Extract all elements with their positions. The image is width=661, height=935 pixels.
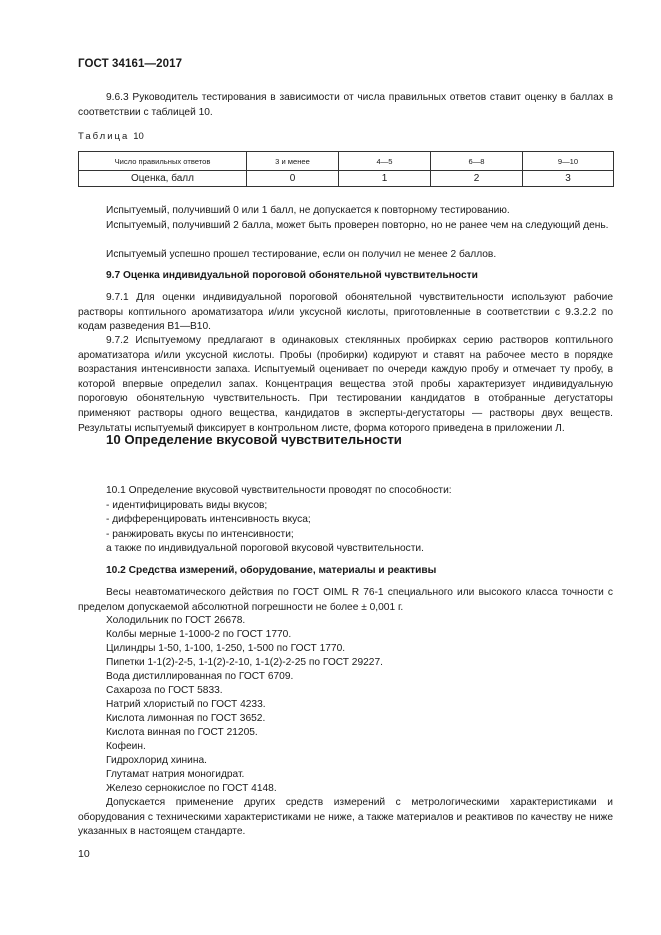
table-header-cell: 6—8	[431, 152, 523, 171]
list-item: Гидрохлорид хинина.	[106, 755, 207, 766]
paragraph: Испытуемый успешно прошел тестирование, если он получил не менее 2 баллов.	[106, 249, 497, 260]
table-cell: 2	[431, 171, 523, 187]
list-item: Кислота лимонная по ГОСТ 3652.	[106, 713, 266, 724]
table-cell: 0	[247, 171, 339, 187]
section-heading-10-2: 10.2 Средства измерений, оборудование, материалы и реактивы	[106, 565, 437, 576]
list-item: Железо сернокислое по ГОСТ 4148.	[106, 783, 277, 794]
table-header-cell: 3 и менее	[247, 152, 339, 171]
list-item: - идентифицировать виды вкусов;	[106, 500, 268, 511]
paragraph: Испытуемый, получивший 2 балла, может быть проверен повторно, но не ранее чем на следующий день.	[106, 220, 609, 231]
list-item: а также по индивидуальной пороговой вкусовой чувствительности.	[106, 543, 424, 554]
paragraph-10-1: 10.1 Определение вкусовой чувствительности проводят по способности:	[106, 485, 452, 496]
list-item: Кофеин.	[106, 741, 146, 752]
table-header-cell: 4—5	[339, 152, 431, 171]
table-header-row	[79, 152, 614, 171]
list-item: Цилиндры 1-50, 1-100, 1-250, 1-500 по ГОСТ 1770.	[106, 643, 346, 654]
list-item: Холодильник по ГОСТ 26678.	[106, 615, 246, 626]
list-item: - дифференцировать интенсивность вкуса;	[106, 514, 311, 525]
list-item: Колбы мерные 1-1000-2 по ГОСТ 1770.	[106, 629, 292, 640]
table-header-cell: 9—10	[523, 152, 614, 171]
table-caption: Таблица 10	[78, 131, 144, 142]
table-10	[78, 151, 614, 187]
table-cell: 3	[523, 171, 614, 187]
paragraph: Испытуемый, получивший 0 или 1 балл, не допускается к повторному тестированию.	[106, 205, 510, 216]
list-item: - ранжировать вкусы по интенсивности;	[106, 529, 294, 540]
table-cell: 1	[339, 171, 431, 187]
list-item: Кислота винная по ГОСТ 21205.	[106, 727, 258, 738]
list-item: Пипетки 1-1(2)-2-5, 1-1(2)-2-10, 1-1(2)-2-25 по ГОСТ 29227.	[106, 657, 383, 668]
table-row	[79, 171, 614, 187]
list-item: Сахароза по ГОСТ 5833.	[106, 685, 223, 696]
section-heading-10: 10 Определение вкусовой чувствительности	[106, 432, 402, 447]
list-item: Глутамат натрия моногидрат.	[106, 769, 245, 780]
paragraph-final: Допускается применение других средств измерений с метрологическими характеристиками и оборудования с техническими характеристиками не ниже, а также материалов и реактивов по качеству не ниже указанных в настоящем стандарте.	[78, 797, 613, 838]
section-heading-9-7: 9.7 Оценка индивидуальной пороговой обонятельной чувствительности	[106, 270, 478, 281]
table-header-cell: Число правильных ответов	[79, 152, 247, 171]
paragraph-9-7-2: 9.7.2 Испытуемому предлагают в одинаковых стеклянных пробирках серию растворов коптильного ароматизатора и/или уксусной кислоты. Пробы (пробирки) кодируют и ставят на рабочее место в порядке возрастания интенсивности запаха. Испытуемый оценивает по очереди каждую пробу и отмечает ту пробу, в которой впервые определил запах. Концентрация вещества этой пробы характеризует индивидуальную пороговую обонятельную чувствительность. При тестировании кандидатов в отобранные дегустаторы применяют растворы одного вещества, кандидатов в эксперты-дегустаторы — растворы двух веществ. Результаты испытуемый фиксирует в контрольном листе, форма которого приведена в приложении Л.	[78, 335, 613, 434]
paragraph-9-6-3: 9.6.3 Руководитель тестирования в зависимости от числа правильных ответов ставит оценку в баллах в соответствии с таблицей 10.	[78, 92, 613, 118]
document-header: ГОСТ 34161—2017	[78, 58, 183, 70]
list-item: Натрий хлористый по ГОСТ 4233.	[106, 699, 266, 710]
paragraph-9-7-1: 9.7.1 Для оценки индивидуальной пороговой обонятельной чувствительности используют рабочие растворы коптильного ароматизатора и/или уксусной кислоты, приготовленные в соответствии с 9.3.2.2 по кодам разведения В1—В10.	[78, 292, 613, 333]
page-number: 10	[78, 848, 90, 860]
list-item: Вода дистиллированная по ГОСТ 6709.	[106, 671, 294, 682]
table-cell: Оценка, балл	[79, 171, 247, 187]
paragraph-scales: Весы неавтоматического действия по ГОСТ OIML R 76-1 специального или высокого класса точности с пределом допускаемой абсолютной погрешности не более ± 0,001 г.	[78, 587, 613, 613]
